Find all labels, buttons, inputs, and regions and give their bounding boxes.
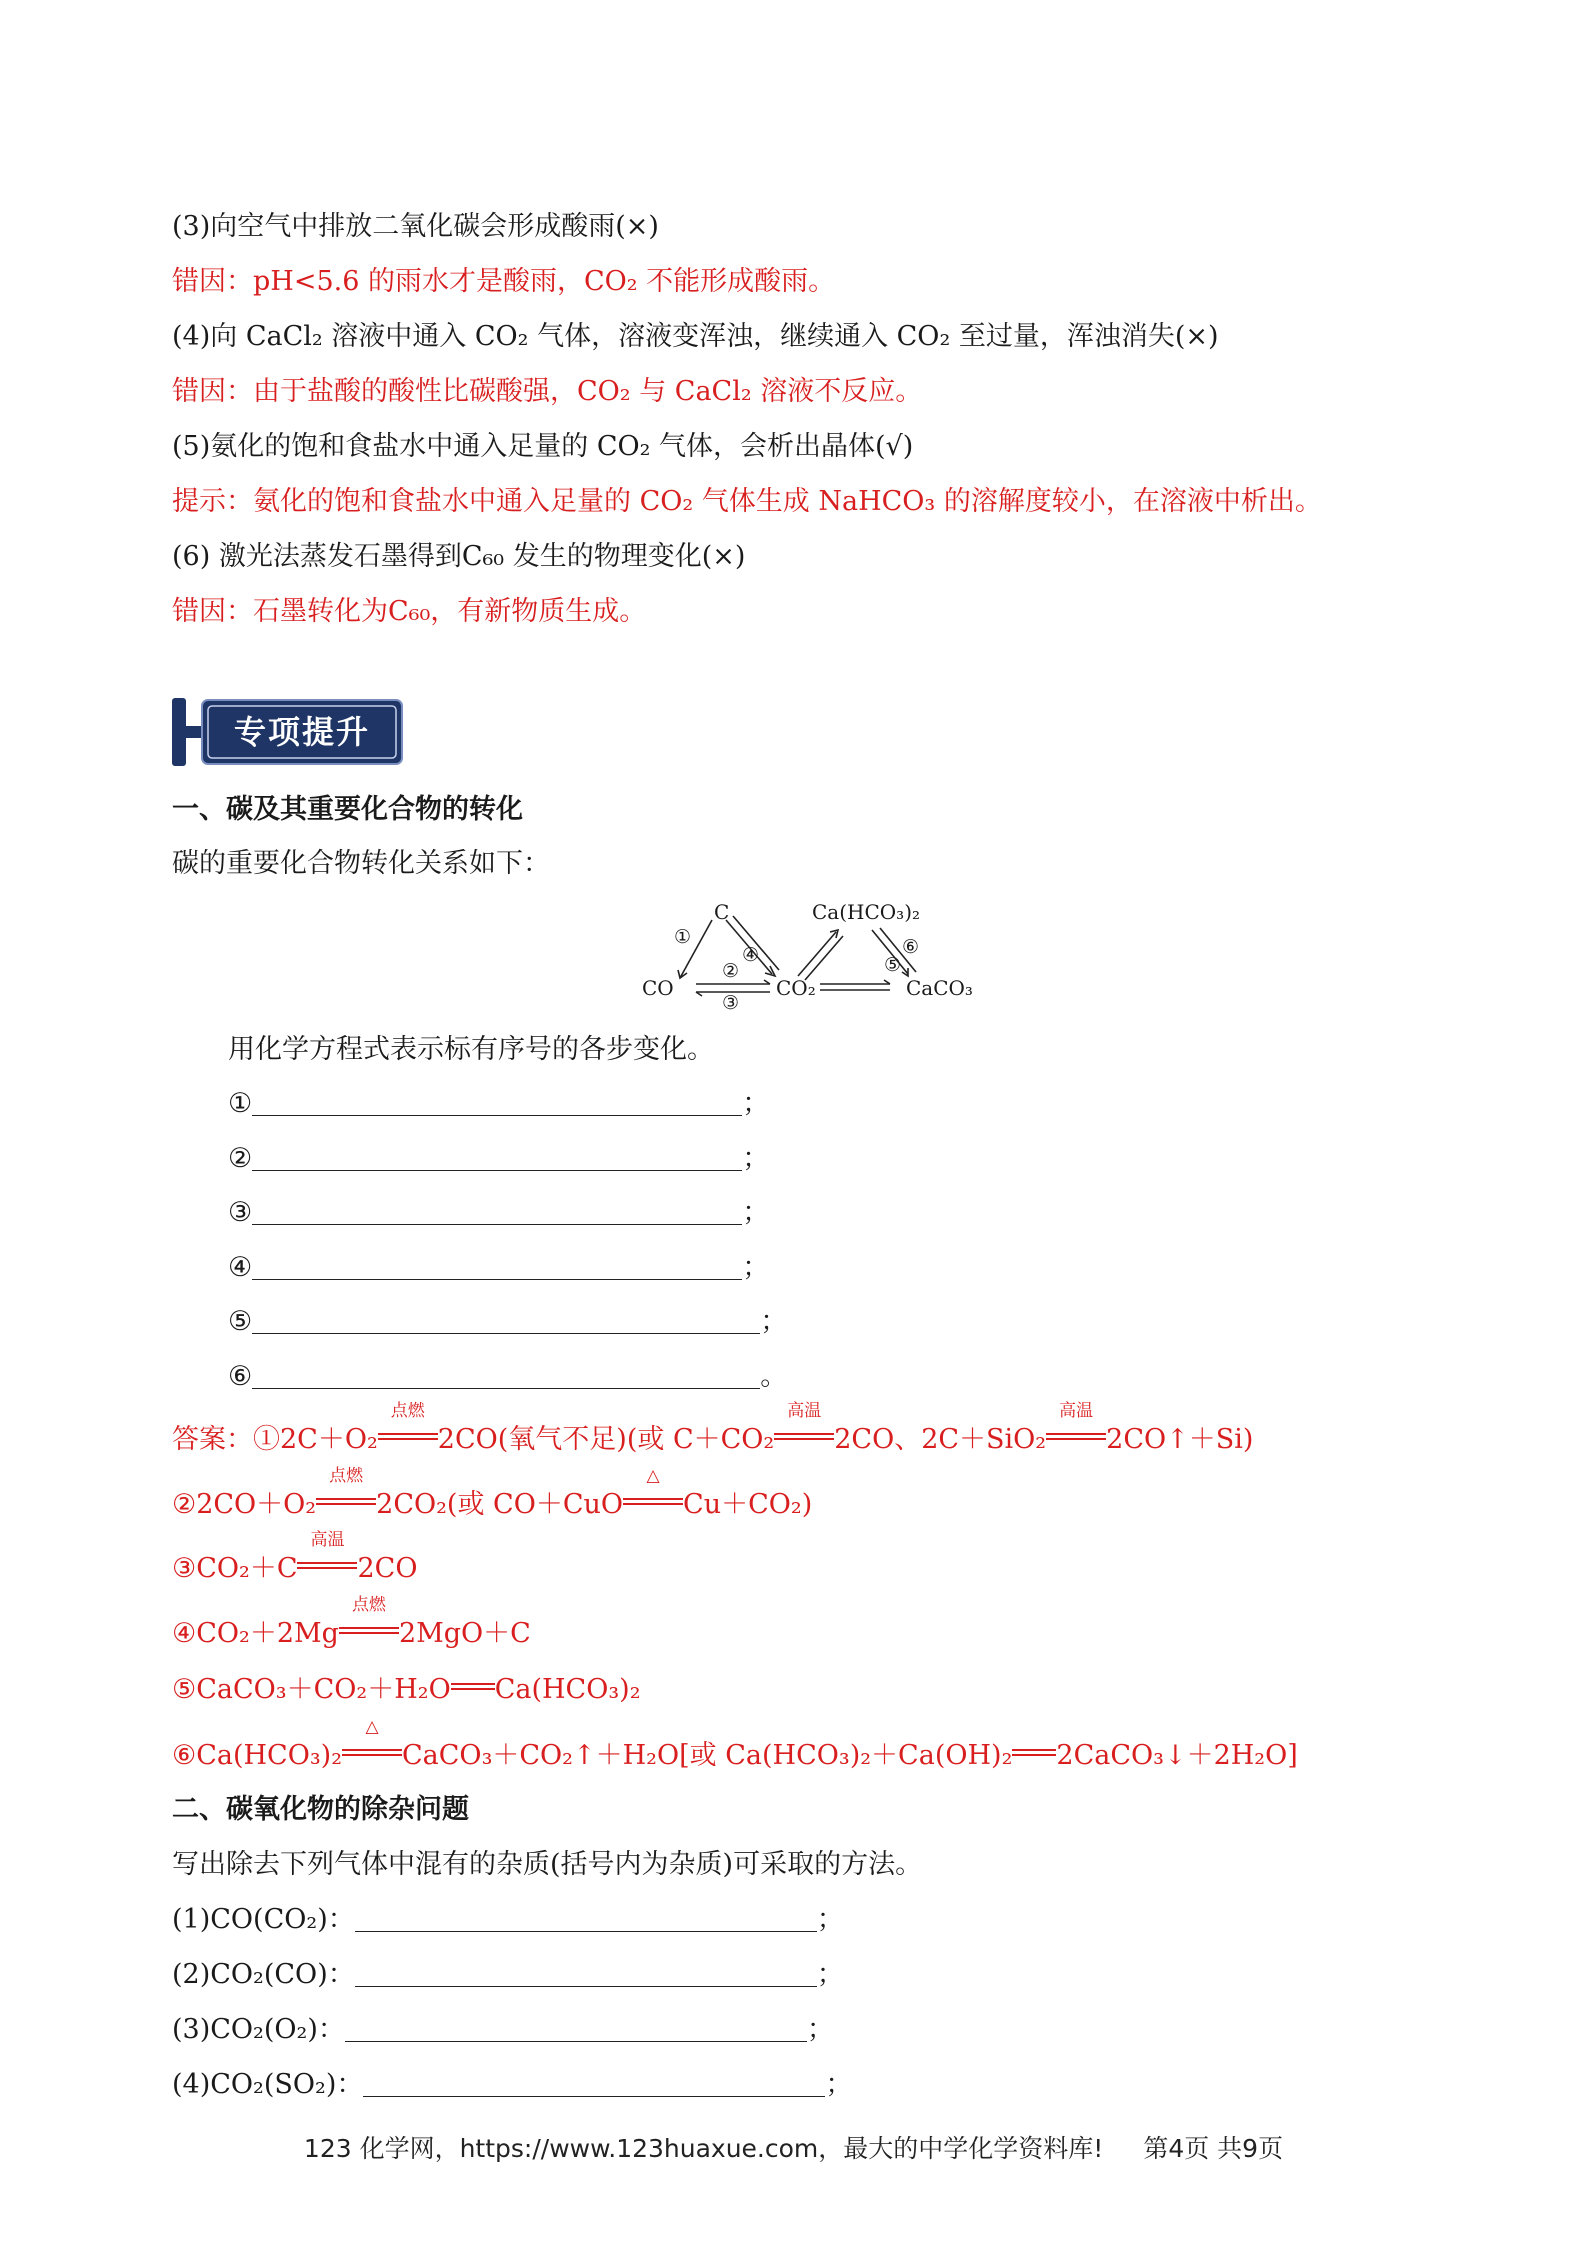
answer-3: ③CO₂＋C 高温 2CO (172, 1530, 418, 1584)
blank-2: ② ； (228, 1143, 770, 1174)
answer-line[interactable] (355, 1960, 817, 1987)
label-1: ① (674, 926, 692, 948)
page-number: 第4页 共9页 (1143, 2134, 1284, 2163)
footer-text: 123 化学网，https://www.123huaxue.com，最大的中学化学资料库! (303, 2134, 1104, 2163)
answer-line[interactable] (252, 1362, 760, 1389)
impurity-item-1: (1)CO(CO₂)： ； (172, 1904, 844, 1935)
answer-6: ⑥Ca(HCO₃)₂ △ CaCO₃＋CO₂↑＋H₂O[或 Ca(HCO₃)₂＋Ca(OH)₂ 2CaCO₃↓＋2H₂O] (172, 1717, 1298, 1771)
item-4-question: (4)向 CaCl₂ 溶液中通入 CO₂ 气体，溶液变浑浊，继续通入 CO₂ 至过量，浑浊消失(×) (172, 321, 1219, 352)
section2-intro: 写出除去下列气体中混有的杂质(括号内为杂质)可采取的方法。 (172, 1849, 923, 1880)
answer-line[interactable] (252, 1089, 742, 1116)
impurity-item-2: (2)CO₂(CO)： ； (172, 1959, 844, 1990)
blank-4: ④ ； (228, 1252, 770, 1283)
answer-line[interactable] (363, 2070, 825, 2097)
answer-5: ⑤CaCO₃＋CO₂＋H₂O Ca(HCO₃)₂ (172, 1674, 641, 1705)
answer-line[interactable] (355, 1905, 817, 1932)
item-3-question: (3)向空气中排放二氧化碳会形成酸雨(×) (172, 211, 659, 242)
label-3: ③ (722, 992, 740, 1014)
item-6-question: (6) 激光法蒸发石墨得到C₆₀ 发生的物理变化(×) (172, 541, 746, 572)
item-5-note: 提示：氨化的饱和食盐水中通入足量的 CO₂ 气体生成 NaHCO₃ 的溶解度较小，在溶液中析出。 (172, 486, 1322, 517)
answer-line[interactable] (252, 1253, 742, 1280)
node-cahco3: Ca(HCO₃)₂ (812, 900, 921, 924)
node-c: C (714, 900, 730, 924)
blank-3: ③ ； (228, 1197, 770, 1228)
node-caco3: CaCO₃ (906, 976, 973, 1000)
section1-intro: 碳的重要化合物转化关系如下： (172, 848, 550, 879)
answer-2: ②2CO＋O₂ 点燃 2CO₂(或 CO＋CuO △ Cu＋CO₂) (172, 1466, 813, 1520)
impurity-item-4: (4)CO₂(SO₂)： ； (172, 2069, 853, 2100)
item-3-note: 错因：pH<5.6 的雨水才是酸雨，CO₂ 不能形成酸雨。 (172, 266, 836, 297)
section2-heading: 二、碳氧化物的除杂问题 (172, 1794, 469, 1825)
answer-line[interactable] (345, 2015, 807, 2042)
page-footer (0, 2129, 1587, 2165)
section-banner (172, 694, 430, 770)
answer-line[interactable] (252, 1144, 742, 1171)
label-2: ② (722, 960, 740, 982)
item-5-question: (5)氨化的饱和食盐水中通入足量的 CO₂ 气体，会析出晶体(√) (172, 431, 914, 462)
blank-5: ⑤ ； (228, 1306, 788, 1337)
answer-1: 答案：①2C＋O₂ 点燃 2CO(氧气不足)(或 C＋CO₂ 高温 2CO、2C＋SiO₂ 高温 2CO↑＋Si) (172, 1401, 1254, 1455)
node-co: CO (642, 976, 674, 1000)
answer-line[interactable] (252, 1307, 760, 1334)
item-6-note: 错因：石墨转化为C₆₀，有新物质生成。 (172, 596, 647, 627)
node-co2: CO₂ (776, 976, 816, 1000)
carbon-conversion-diagram (640, 900, 980, 1014)
blank-6: ⑥ 。 (228, 1361, 788, 1392)
blank-1: ① ； (228, 1088, 770, 1119)
label-6: ⑥ (902, 936, 920, 958)
section1-instruction: 用化学方程式表示标有序号的各步变化。 (228, 1034, 714, 1065)
answer-line[interactable] (252, 1198, 742, 1225)
impurity-item-3: (3)CO₂(O₂)： ； (172, 2014, 834, 2045)
label-4: ④ (742, 944, 760, 966)
banner-title: 专项提升 (233, 713, 370, 751)
answer-4: ④CO₂＋2Mg 点燃 2MgO＋C (172, 1595, 531, 1649)
section1-heading: 一、碳及其重要化合物的转化 (172, 794, 523, 825)
label-5: ⑤ (884, 954, 902, 976)
item-4-note: 错因：由于盐酸的酸性比碳酸强，CO₂ 与 CaCl₂ 溶液不反应。 (172, 376, 923, 407)
